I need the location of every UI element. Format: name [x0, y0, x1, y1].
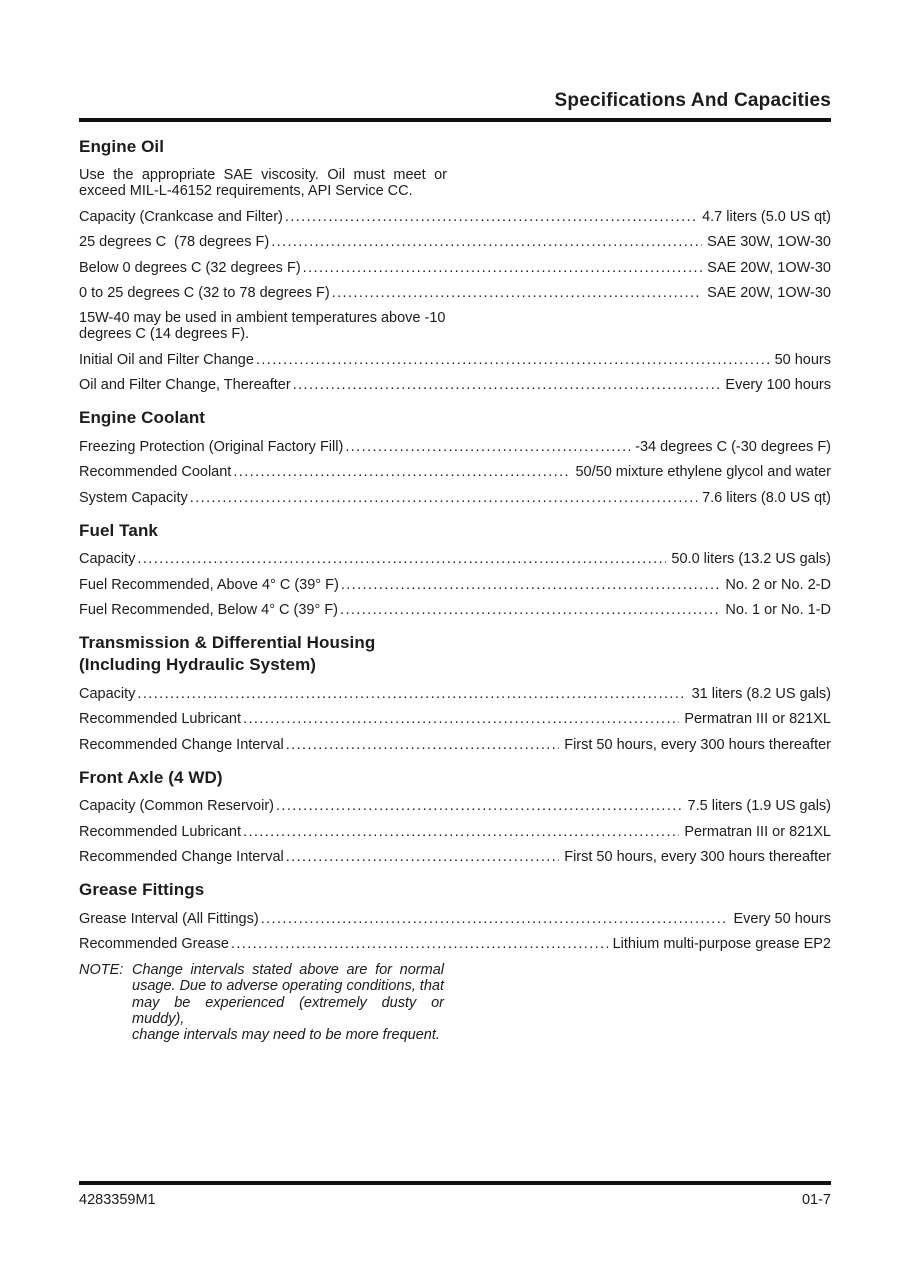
spec-row	[79, 849, 831, 865]
spec-label: Recommended Lubricant	[79, 711, 242, 727]
spec-row	[79, 260, 831, 276]
dot-leader	[332, 285, 702, 301]
dot-leader	[303, 260, 703, 276]
spec-label: Capacity	[79, 551, 136, 567]
spec-value: 50 hours	[774, 351, 831, 368]
spec-section	[79, 407, 831, 506]
spec-row	[79, 686, 831, 702]
dot-leader	[293, 377, 721, 393]
spec-label: Recommended Change Interval	[79, 736, 284, 753]
spec-section	[79, 879, 831, 1043]
paragraph-line: 15W-40 may be used in ambient temperatures above -10	[79, 310, 446, 326]
note	[79, 962, 831, 1043]
spec-row	[79, 737, 831, 753]
spec-value: SAE 20W, 1OW-30	[707, 285, 831, 301]
paragraph-line: Use the appropriate SAE viscosity. Oil must meet or	[79, 167, 447, 183]
note-line: change intervals may need to be more frequent.	[132, 1027, 440, 1044]
dot-leader	[285, 209, 697, 225]
paragraph-line: exceed MIL-L-46152 requirements, API Service CC.	[79, 183, 413, 199]
dot-leader	[261, 911, 729, 927]
spec-row	[79, 285, 831, 301]
spec-row	[79, 352, 831, 368]
spec-value: 7.6 liters (8.0 US qt)	[702, 489, 831, 506]
spec-row	[79, 439, 831, 455]
page-header	[79, 0, 831, 122]
page-number: 01-7	[801, 1192, 831, 1208]
spec-row	[79, 551, 831, 567]
spec-value: 31 liters (8.2 US gals)	[691, 685, 831, 702]
section-heading	[79, 520, 831, 542]
dot-leader	[137, 686, 686, 702]
spec-label: 25 degrees C (78 degrees F)	[79, 234, 270, 250]
spec-value: 50.0 liters (13.2 US gals)	[671, 551, 831, 567]
spec-label: Oil and Filter Change, Thereafter	[79, 377, 291, 393]
spec-label: Recommended Change Interval	[79, 849, 284, 865]
spec-value: No. 2 or No. 2-D	[725, 576, 831, 593]
spec-section	[79, 767, 831, 866]
spec-row	[79, 209, 831, 225]
spec-label: Freezing Protection (Original Factory Fill)	[79, 438, 344, 455]
spec-row	[79, 824, 831, 840]
spec-row	[79, 490, 831, 506]
page-title: Specifications And Capacities	[554, 90, 831, 111]
section-heading	[79, 407, 831, 429]
dot-leader	[137, 551, 666, 567]
spec-label: Fuel Recommended, Below 4° C (39° F)	[79, 602, 339, 618]
spec-section	[79, 520, 831, 619]
spec-value: SAE 30W, 1OW-30	[707, 234, 831, 250]
note-line: Change intervals stated above are for normal	[132, 962, 444, 978]
section-heading	[79, 136, 831, 158]
section-heading-line: (Including Hydraulic System)	[79, 655, 317, 674]
sections	[79, 136, 831, 1043]
spec-label: Recommended Coolant	[79, 464, 232, 480]
spec-value: No. 1 or No. 1-D	[725, 602, 831, 618]
spec-row	[79, 602, 831, 618]
spec-value: Every 50 hours	[733, 910, 831, 927]
spec-value: Every 100 hours	[725, 377, 831, 393]
footer-rule	[79, 1181, 831, 1185]
dot-leader	[231, 936, 608, 952]
dot-leader	[286, 849, 559, 865]
spec-label: Capacity (Crankcase and Filter)	[79, 208, 283, 225]
section-heading	[79, 879, 831, 901]
section-heading-line: Engine Coolant	[79, 408, 206, 427]
spec-label: Recommended Lubricant	[79, 823, 242, 840]
spec-row	[79, 711, 831, 727]
spec-value: -34 degrees C (-30 degrees F)	[635, 438, 831, 455]
spec-label: Recommended Grease	[79, 936, 229, 952]
page-footer	[79, 1181, 831, 1208]
section-heading-line: Engine Oil	[79, 137, 165, 156]
spec-row	[79, 234, 831, 250]
dot-leader	[243, 824, 679, 840]
spec-label: Capacity	[79, 685, 136, 702]
dot-leader	[256, 352, 770, 368]
spec-section	[79, 136, 831, 393]
spec-section	[79, 632, 831, 753]
part-number: 4283359M1	[79, 1192, 156, 1208]
dot-leader	[271, 234, 702, 250]
spec-row	[79, 377, 831, 393]
spec-label: Fuel Recommended, Above 4° C (39° F)	[79, 576, 339, 593]
note-text	[132, 962, 444, 1043]
spec-value: First 50 hours, every 300 hours thereafter	[564, 736, 831, 753]
spec-value: Lithium multi-purpose grease EP2	[612, 936, 831, 952]
spec-value: 50/50 mixture ethylene glycol and water	[575, 464, 831, 480]
spec-value: 7.5 liters (1.9 US gals)	[687, 798, 831, 814]
spec-row	[79, 464, 831, 480]
paragraph-line: degrees C (14 degrees F).	[79, 326, 250, 342]
dot-leader	[341, 577, 721, 593]
spec-value: First 50 hours, every 300 hours thereafter	[564, 849, 831, 865]
spec-label: Grease Interval (All Fittings)	[79, 910, 259, 927]
spec-label: 0 to 25 degrees C (32 to 78 degrees F)	[79, 285, 330, 301]
paragraph	[79, 310, 447, 342]
dot-leader	[340, 602, 720, 618]
section-heading-line: Transmission & Differential Housing	[79, 633, 376, 652]
note-line: usage. Due to adverse operating conditions, that	[132, 978, 444, 995]
note-line: may be experienced (extremely dusty or muddy),	[132, 994, 444, 1027]
dot-leader	[233, 464, 570, 480]
paragraph	[79, 167, 447, 199]
spec-value: Permatran III or 821XL	[684, 823, 831, 840]
dot-leader	[276, 798, 683, 814]
spec-label: Capacity (Common Reservoir)	[79, 798, 274, 814]
spec-value: 4.7 liters (5.0 US qt)	[702, 208, 831, 225]
header-rule	[79, 118, 831, 122]
section-heading-line: Front Axle (4 WD)	[79, 767, 223, 787]
section-heading-line: Grease Fittings	[79, 880, 205, 899]
dot-leader	[286, 737, 559, 753]
section-heading	[79, 632, 831, 676]
section-heading-line: Fuel Tank	[79, 520, 158, 540]
note-label: NOTE:	[79, 962, 124, 978]
spec-row	[79, 936, 831, 952]
dot-leader	[345, 439, 630, 455]
dot-leader	[243, 711, 679, 727]
spec-label: System Capacity	[79, 489, 188, 506]
page-content	[79, 0, 831, 1043]
spec-label: Initial Oil and Filter Change	[79, 351, 254, 368]
spec-row	[79, 911, 831, 927]
spec-value: Permatran III or 821XL	[684, 711, 831, 727]
section-heading	[79, 767, 831, 789]
spec-value: SAE 20W, 1OW-30	[707, 259, 831, 276]
dot-leader	[190, 490, 697, 506]
spec-row	[79, 577, 831, 593]
spec-row	[79, 798, 831, 814]
footer-row	[79, 1192, 831, 1208]
spec-label: Below 0 degrees C (32 degrees F)	[79, 259, 301, 276]
